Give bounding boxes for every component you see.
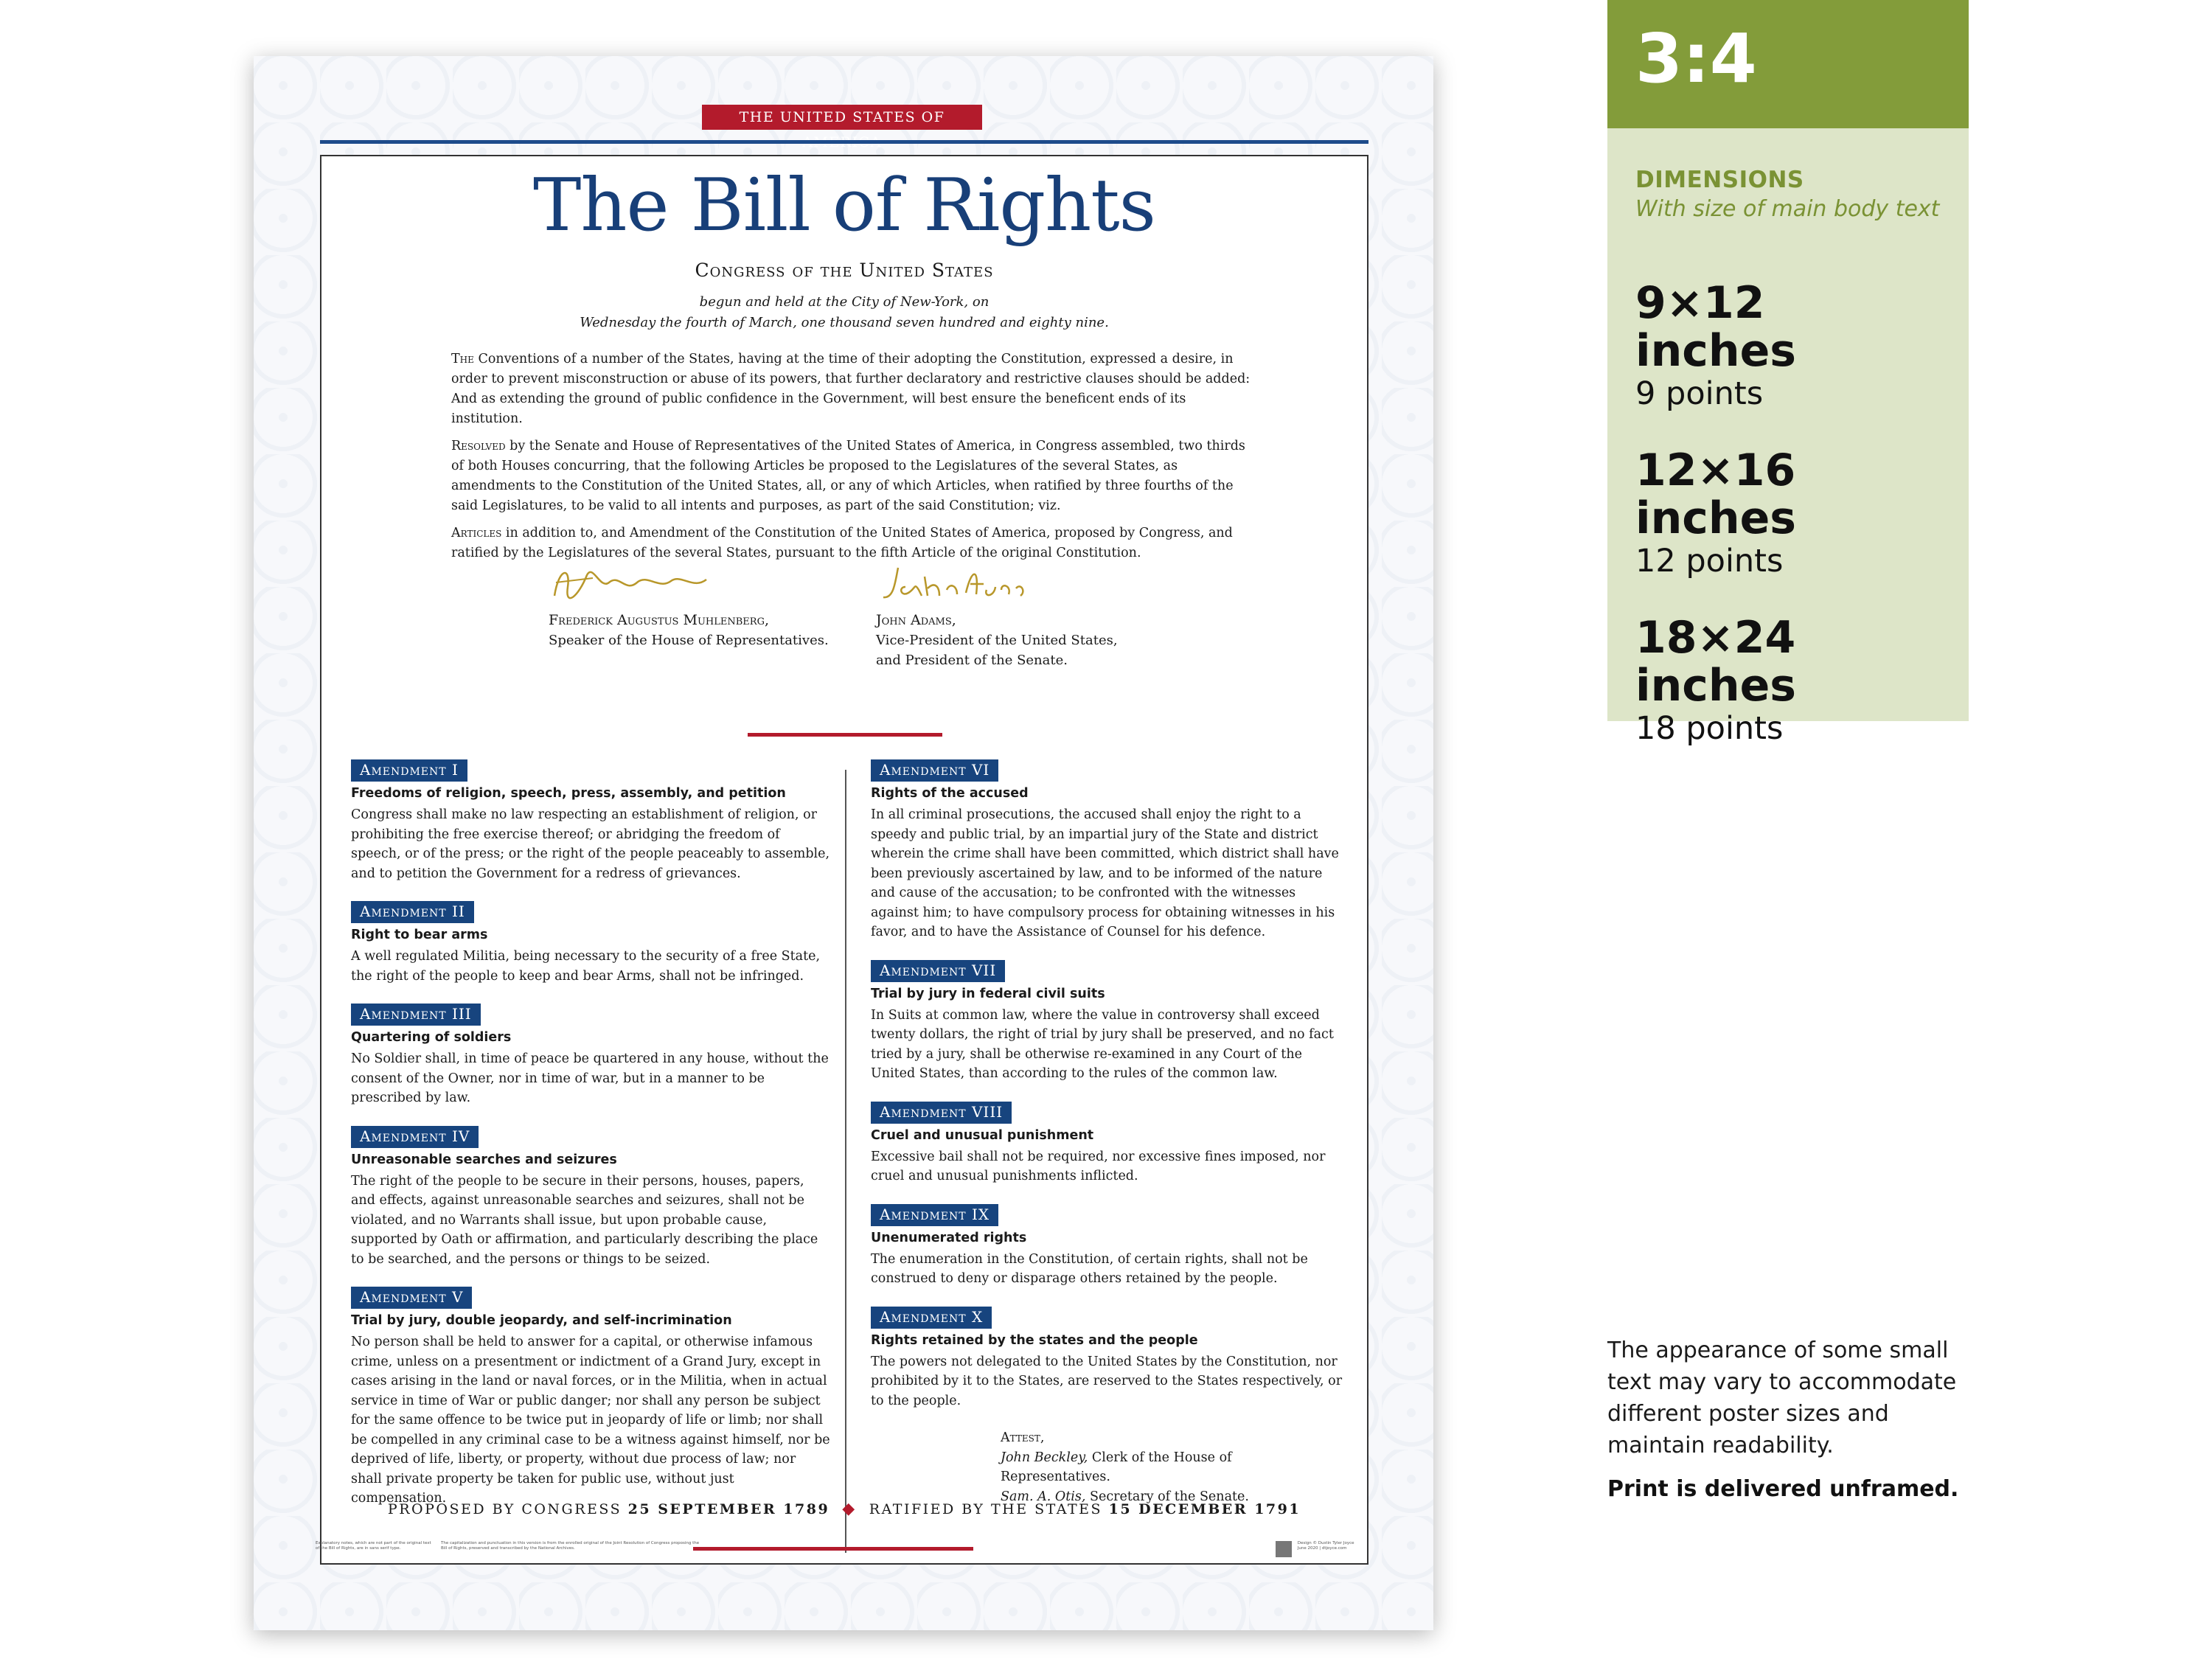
signatory-name: Frederick Augustus Muhlenberg, <box>549 612 769 628</box>
proposed-date: 25 SEPTEMBER 1789 <box>627 1501 830 1517</box>
dimension-size: 12×16 inches <box>1635 445 1796 544</box>
preamble <box>451 349 1255 571</box>
dimension-size: 9×12 inches <box>1635 277 1796 377</box>
muhlenberg-signature-mark <box>549 560 726 605</box>
amendment-text: The powers not delegated to the United States by the Constitution, nor prohibited by it to the States, are reserved to the States respectively, or to the people. <box>871 1354 1343 1408</box>
amendment-heading: Quartering of soldiers <box>351 1030 512 1045</box>
secretary-role: Secretary of the Senate. <box>1085 1489 1249 1504</box>
preamble-lead: Resolved <box>451 439 506 453</box>
size-variation-note: The appearance of some small text may vary to accommodate different poster sizes and maintain readability. <box>1607 1338 1957 1458</box>
amendment-heading: Unreasonable searches and seizures <box>351 1152 617 1167</box>
designer-logo-icon <box>1276 1541 1292 1557</box>
amendment-5 <box>351 1287 830 1509</box>
amendment-text: The right of the people to be secure in their persons, houses, papers, and effects, against unreasonable searches and seizures, shall not be violated, and no Warrants shall issue, but upon probable cause, supported by Oath or affirmation, and particularly describing the place to be searched, and the persons or things to be seized. <box>351 1173 818 1267</box>
signature-muhlenberg <box>549 560 829 650</box>
dimension-option <box>1635 447 1941 580</box>
amendment-heading: Unenumerated rights <box>871 1230 1027 1245</box>
amendment-text: In all criminal prosecutions, the accused shall enjoy the right to a speedy and public trial, by an impartial jury of the State and district wherein the crime shall have been committed, which district shall have been previously ascertained by law, and to be informed of the nature and cause of the accusation; to be confronted with the witnesses against him; to have compulsory process for obtaining witnesses in his favor, and to have the Assistance of Counsel for his defence. <box>871 807 1339 939</box>
amendment-text: A well regulated Militia, being necessary to the security of a free State, the right of the people to keep and bear Arms, shall not be infringed. <box>351 949 821 984</box>
signatory-role-2: and President of the Senate. <box>876 653 1068 668</box>
credit-line-2: June 2020 | dtjoyce.com <box>1297 1546 1347 1551</box>
amendment-text: Excessive bail shall not be required, nor excessive fines imposed, nor cruel and unusual punishments inflicted. <box>871 1149 1326 1183</box>
amendment-text: Congress shall make no law respecting an establishment of religion, or prohibiting the free exercise thereof; or abridging the freedom of speech, or of the press; or the right of the people peaceably to assemble, and to petition the Government for a redress of grievances. <box>351 807 830 881</box>
dimension-option <box>1635 614 1941 748</box>
amendment-label: Amendment VIII <box>871 1102 1012 1124</box>
dimension-option <box>1635 279 1941 413</box>
dimension-points: 18 points <box>1635 709 1784 747</box>
begun-line-1: begun and held at the City of New-York, on <box>699 294 990 310</box>
amendment-7 <box>871 960 1343 1084</box>
amendment-9 <box>871 1204 1343 1289</box>
amendment-heading: Rights retained by the states and the people <box>871 1332 1198 1348</box>
amendments-left-column <box>351 759 830 1526</box>
begun-note <box>321 292 1367 333</box>
aspect-ratio-badge: 3:4 <box>1607 0 1969 128</box>
amendment-text: In Suits at common law, where the value in controversy shall exceed twenty dollars, the right of trial by jury shall be preserved, and no fact tried by a jury, shall be otherwise re-examined in any Court of the United States, than according to the rules of the common law. <box>871 1007 1334 1081</box>
dimension-points: 9 points <box>1635 375 1764 412</box>
signatory-role: Vice-President of the United States, <box>876 633 1118 648</box>
credit-text <box>1298 1541 1354 1551</box>
amendment-label: Amendment II <box>351 901 474 923</box>
amendment-heading: Trial by jury, double jeopardy, and self-incrimination <box>351 1313 732 1328</box>
preamble-paragraph <box>451 524 1255 563</box>
top-blue-rule <box>320 140 1368 144</box>
amendment-heading: Freedoms of religion, speech, press, assembly, and petition <box>351 786 786 801</box>
dimensions-panel <box>1607 128 1969 747</box>
bottom-red-rule <box>693 1547 973 1551</box>
amendment-text: The enumeration in the Constitution, of certain rights, shall not be construed to deny or disparage others retained by the people. <box>871 1251 1308 1286</box>
amendment-heading: Trial by jury in federal civil suits <box>871 986 1105 1001</box>
poster-sheet <box>254 56 1433 1630</box>
signatory-name: John Adams, <box>876 612 956 628</box>
explanatory-note: Explanatory notes, which are not part of the original text of the Bill of Rights, are in sans serif type. <box>316 1541 431 1551</box>
amendment-label: Amendment III <box>351 1004 481 1026</box>
preamble-paragraph <box>451 349 1255 429</box>
attest-block <box>1001 1428 1343 1506</box>
signature-adams <box>876 560 1118 670</box>
preamble-paragraph <box>451 437 1255 516</box>
middle-red-rule <box>748 733 942 737</box>
proposed-label: PROPOSED BY CONGRESS <box>387 1501 628 1517</box>
amendment-label: Amendment IV <box>351 1126 479 1148</box>
begun-line-2: Wednesday the fourth of March, one thousand seven hundred and eighty nine. <box>580 315 1109 330</box>
clerk-name: John Beckley, <box>1001 1450 1088 1465</box>
attest-clerk <box>1001 1448 1343 1487</box>
preamble-text: Conventions of a number of the States, having at the time of their adopting the Constitution, expressed a desire, in order to prevent misconstruction or abuse of its powers, that further declaratory and restrictive clauses should be added: And as extending the ground of public confidence in the Government, will best ensure the beneficent ends of its institution. <box>451 352 1251 426</box>
amendment-1 <box>351 759 830 883</box>
amendment-label: Amendment IX <box>871 1204 998 1226</box>
dimensions-subtitle: With size of main body text <box>1635 196 1940 222</box>
preamble-lead: The <box>451 352 474 366</box>
amendment-heading: Rights of the accused <box>871 786 1029 801</box>
amendment-heading: Cruel and unusual punishment <box>871 1127 1094 1143</box>
country-banner: THE UNITED STATES OF <box>702 105 982 130</box>
dimensions-title: DIMENSIONS <box>1635 167 1804 193</box>
document-frame <box>320 155 1368 1565</box>
amendment-4 <box>351 1126 830 1270</box>
amendment-text: No Soldier shall, in time of peace be quartered in any house, without the consent of the Owner, nor in time of war, but in a manner to be prescribed by law. <box>351 1051 829 1105</box>
amendment-label: Amendment I <box>351 759 467 782</box>
amendment-label: Amendment X <box>871 1307 992 1329</box>
preamble-lead: Articles <box>451 526 502 540</box>
dimension-size: 18×24 inches <box>1635 612 1796 712</box>
dimension-points: 12 points <box>1635 542 1784 580</box>
signatory-role: Speaker of the House of Representatives. <box>549 633 829 648</box>
design-credit <box>1276 1541 1423 1557</box>
source-note: The capitalization and punctuation in this version is from the enrolled original of the Joint Resolution of Congress proposing the Bill of Rights, preserved and transcribed by the National Archives. <box>441 1541 700 1551</box>
amendment-heading: Right to bear arms <box>351 928 488 942</box>
amendment-label: Amendment VI <box>871 759 998 782</box>
preamble-text: by the Senate and House of Representatives of the United States of America, in Congress assembled, two thirds of both Houses concurring, that the following Articles be proposed to the Legislatures of the several States, as amendments to the Constitution of the United States, all, or any of which Articles, when ratified by three fourths of the said Legislatures, to be valid to all intents and purposes, as part of the said Constitution; viz. <box>451 439 1245 513</box>
diamond-icon: ◆ <box>842 1500 857 1518</box>
adams-signature-mark <box>876 560 1053 605</box>
preamble-text: in addition to, and Amendment of the Constitution of the United States of America, proposed by Congress, and ratified by the Legislatures of the several States, pursuant to the fifth Article of the original Constitution. <box>451 526 1233 560</box>
ratified-label: RATIFIED BY THE STATES <box>869 1501 1109 1517</box>
congress-heading: Congress of the United States <box>695 260 994 281</box>
amendment-3 <box>351 1004 830 1108</box>
amendment-10 <box>871 1307 1343 1411</box>
secretary-name: Sam. A. Otis, <box>1001 1489 1086 1504</box>
amendment-text: No person shall be held to answer for a capital, or otherwise infamous crime, unless on a presentment or indictment of a Grand Jury, except in cases arising in the land or naval forces, or in the Militia, when in actual service in time of War or public danger; nor shall any person be subject for the same offence to be twice put in jeopardy of life or limb; nor shall be compelled in any criminal case to be a witness against himself, nor be deprived of life, liberty, or property, without due process of law; nor shall private property be taken for public use, without just compensation. <box>351 1335 830 1506</box>
amendment-label: Amendment V <box>351 1287 472 1309</box>
column-divider <box>845 770 846 1553</box>
dimensions-list <box>1635 279 1941 748</box>
page-title: The Bill of Rights <box>533 164 1155 248</box>
amendment-label: Amendment VII <box>871 960 1005 982</box>
attest-label: Attest, <box>1001 1430 1045 1445</box>
ratified-date: 15 DECEMBER 1791 <box>1108 1501 1301 1517</box>
amendment-8 <box>871 1102 1343 1186</box>
amendments-right-column <box>871 759 1343 1506</box>
amendment-6 <box>871 759 1343 942</box>
proposal-ratification-footer <box>321 1500 1367 1518</box>
credit-line-1: Design © Dustin Tyler Joyce <box>1297 1541 1354 1545</box>
amendment-2 <box>351 901 830 986</box>
unframed-note: Print is delivered unframed. <box>1607 1476 1959 1502</box>
clerk-role: Clerk of the House of Representatives. <box>1001 1450 1232 1484</box>
